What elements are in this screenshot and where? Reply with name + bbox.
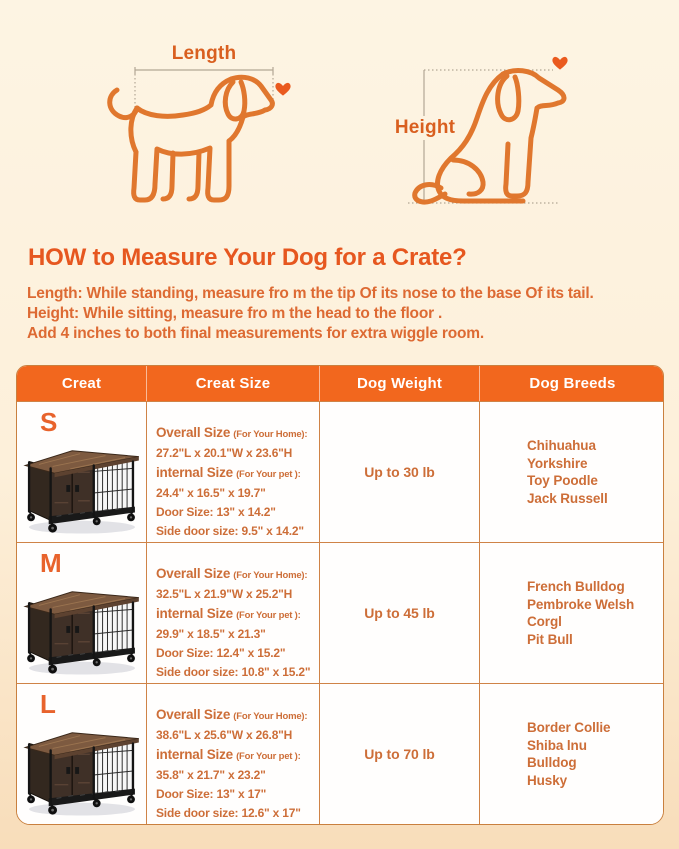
table-row (17, 401, 663, 542)
overall-size-value: 27.2"L x 20.1"W x 23.6"H (156, 446, 293, 460)
table-row (17, 542, 663, 683)
overall-size-label: Overall Size (156, 566, 231, 581)
breed: Pit Bull (527, 631, 573, 647)
overall-size-value: 32.5"L x 21.9"W x 25.2"H (156, 587, 293, 601)
page-title: HOW to Measure Your Dog for a Crate? (28, 244, 467, 271)
breed: French Bulldog (527, 579, 625, 594)
header-dog-weight: Dog Weight (319, 366, 479, 401)
dog-breeds-cell (479, 543, 664, 683)
size-letter: S (40, 407, 58, 437)
size-letter: M (40, 548, 62, 578)
overall-size-note: (For Your Home): (233, 429, 308, 440)
breed: Yorkshire (527, 455, 588, 471)
breed: Pembroke Welsh (527, 596, 635, 612)
crate-size-cell (146, 402, 319, 542)
internal-size-note: (For Your pet ): (236, 751, 301, 762)
breed: Shiba lnu (527, 737, 587, 753)
table-row (17, 683, 663, 824)
breed: Bulldog (527, 755, 577, 770)
crate-size-cell (146, 543, 319, 683)
header-creat: Creat (61, 375, 102, 392)
standing-dog-illustration (95, 60, 295, 210)
internal-size-value: 29.9" x 18.5" x 21.3" (156, 627, 266, 641)
length-label: Length (171, 43, 237, 64)
dog-weight-cell (319, 543, 479, 683)
crate-cell (17, 684, 146, 824)
overall-size-note: (For Your Home): (233, 711, 308, 722)
overall-size-label: Overall Size (156, 425, 231, 440)
height-label: Height (394, 117, 456, 138)
crate-cell (17, 543, 146, 683)
header-creat-size: Creat Size (146, 366, 319, 401)
breed: Husky (527, 772, 568, 788)
dog-weight-value: Up to 30 lb (364, 464, 435, 480)
internal-size-note: (For Your pet ): (236, 469, 301, 480)
breed: Jack Russell (527, 490, 608, 506)
door-size-value: Door Size: 13" x 14.2" (156, 505, 276, 519)
instruction-height: Height: While sitting, measure fro m the head to the floor . (27, 305, 443, 322)
internal-size-label: internal Size (156, 747, 233, 762)
door-size-value: Door Size: 13" x 17" (156, 787, 267, 801)
heart-icon (275, 83, 290, 96)
breed: Corgl (527, 614, 562, 629)
crate-product-image (23, 720, 141, 818)
crate-product-image (23, 438, 141, 536)
overall-size-value: 38.6"L x 25.6"W x 26.8"H (156, 728, 293, 742)
overall-size-note: (For Your Home): (233, 570, 308, 581)
internal-size-note: (For Your pet ): (236, 610, 301, 621)
instruction-wiggle-room: Add 4 inches to both final measurements for extra wiggle room. (27, 325, 484, 342)
instruction-length: Length: While standing, measure fro m the tip Of its nose to the base Of its tail. (27, 285, 594, 302)
breed: Chihuahua (527, 438, 596, 453)
side-door-size-value: Side door size: 9.5" x 14.2" (156, 524, 304, 538)
crate-size-table (16, 365, 664, 825)
dog-weight-cell (319, 684, 479, 824)
internal-size-value: 35.8" x 21.7" x 23.2" (156, 768, 266, 782)
dog-breeds-cell (479, 402, 664, 542)
overall-size-label: Overall Size (156, 707, 231, 722)
breed: Toy Poodle (527, 473, 598, 488)
crate-cell (17, 402, 146, 542)
heart-icon (552, 57, 567, 70)
door-size-value: Door Size: 12.4" x 15.2" (156, 646, 286, 660)
size-letter: L (40, 689, 56, 719)
crate-size-cell (146, 684, 319, 824)
header-dog-breeds: Dog Breeds (479, 366, 664, 401)
crate-product-image (23, 579, 141, 677)
side-door-size-value: Side door size: 12.6" x 17" (156, 806, 301, 820)
table-header-row (17, 366, 663, 401)
side-door-size-value: Side door size: 10.8" x 15.2" (156, 665, 311, 679)
dog-weight-cell (319, 402, 479, 542)
internal-size-label: internal Size (156, 465, 233, 480)
dog-breeds-cell (479, 684, 664, 824)
dog-weight-value: Up to 70 lb (364, 746, 435, 762)
breed: Border Collie (527, 720, 611, 735)
instructions (27, 284, 657, 344)
internal-size-value: 24.4" x 16.5" x 19.7" (156, 486, 266, 500)
dog-weight-value: Up to 45 lb (364, 605, 435, 621)
internal-size-label: internal Size (156, 606, 233, 621)
